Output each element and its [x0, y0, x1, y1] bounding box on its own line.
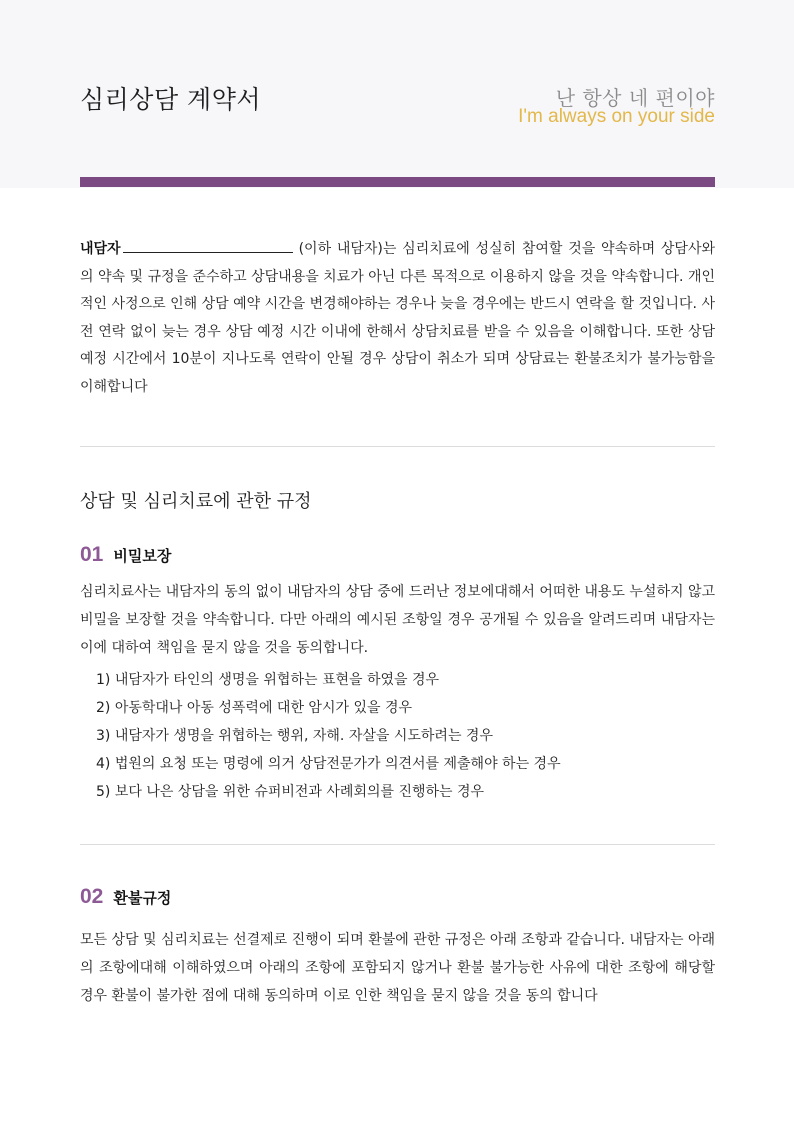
clause-item: 3) 내담자가 생명을 위협하는 행위, 자해. 자살을 시도하려는 경우: [96, 728, 493, 744]
article-2-heading: [80, 885, 171, 909]
clause-item: 5) 보다 나은 상담을 위한 슈퍼비전과 사례회의를 진행하는 경우: [96, 784, 485, 800]
article-1-title: 비밀보장: [113, 547, 172, 565]
clause-item: 2) 아동학대나 아동 성폭력에 대한 암시가 있을 경우: [96, 700, 412, 716]
section-title: 상담 및 심리치료에 관한 규정: [80, 491, 312, 512]
article-1-number: 01: [80, 543, 104, 566]
article-1-clause-list: [96, 666, 716, 806]
slogan-english: I'm always on your side: [518, 106, 715, 127]
accent-bar: [80, 177, 715, 187]
article-2-number: 02: [80, 885, 104, 908]
article-1-heading: [80, 543, 171, 567]
slogan-korean: 난 항상 네 편이야: [555, 86, 715, 110]
clause-item: 4) 법원의 요청 또는 명령에 의거 상담전문가가 의견서를 제출해야 하는 경우: [96, 756, 561, 772]
article-2-body: 모든 상담 및 심리치료는 선결제로 진행이 되며 환불에 관한 규정은 아래 조항과 같습니다. 내담자는 아래의 조항에대해 이해하였으며 아래의 조항에 포함되지 않거나 환불 불가능한 사유에 대한 조항에 해당할 경우 환불이 불가한 점에 대해 동의하며 이로 인한 책임을 묻지 않을 것을 동의 합니다: [80, 932, 715, 1004]
intro-text: (이하 내담자)는 심리치료에 성실히 참여할 것을 약속하며 상담사와의 약속 및 규정을 준수하고 상담내용을 치료가 아닌 다른 목적으로 이용하지 않을 것을 약속합니다. 개인적인 사정으로 인해 상담 예약 시간을 변경해야하는 경우나 늦을 경우에는 반드시 연락을 할 것입니다. 사전 연락 없이 늦는 경우 상담 예정 시간 이내에 한해서 상담치료를 받을 수 있음을 이해합니다. 또한 상담 예정 시간에서 10분이 지나도록 연락이 안될 경우 상담이 취소가 되며 상담료는 환불조치가 불가능함을 이해합니다: [80, 241, 715, 395]
client-label: 내담자: [80, 241, 121, 257]
client-name-blank[interactable]: [123, 237, 293, 253]
divider: [80, 446, 715, 447]
document-title: 심리상담 계약서: [80, 85, 261, 114]
clause-item: 1) 내담자가 타인의 생명을 위협하는 표현을 하였을 경우: [96, 672, 440, 688]
article-2-title: 환불규정: [113, 889, 172, 907]
intro-paragraph: [80, 236, 715, 401]
article-1-body: 심리치료사는 내담자의 동의 없이 내담자의 상담 중에 드러난 정보에대해서 어떠한 내용도 누설하지 않고 비밀을 보장할 것을 약속합니다. 다만 아래의 예시된 조항일 경우 공개될 수 있음을 알려드리며 내담자는 이에 대하여 책임을 묻지 않을 것을 동의합니다.: [80, 584, 715, 656]
divider: [80, 844, 715, 845]
